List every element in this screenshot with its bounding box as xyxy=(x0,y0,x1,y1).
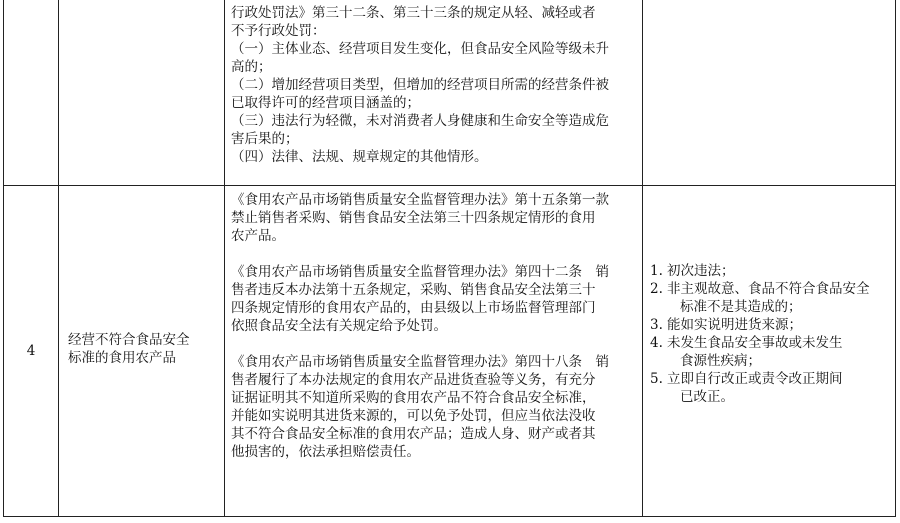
condition-number: 3. xyxy=(650,317,663,333)
basis-text-line: 《食用农产品市场销售质量安全监督管理办法》第四十八条 销 xyxy=(231,354,609,370)
legal-basis-paragraph xyxy=(231,191,641,245)
row-number xyxy=(4,186,58,516)
condition-item xyxy=(650,280,894,316)
condition-text: 标准不是其造成的； xyxy=(680,299,802,315)
row-number-text: 4 xyxy=(26,343,36,359)
violation-item-line: 标准的食用农产品 xyxy=(68,350,176,366)
condition-text: 食源性疾病； xyxy=(680,353,761,369)
table-column-divider-3 xyxy=(642,0,643,517)
condition-number: 5. xyxy=(650,371,663,387)
prev-row-legal-basis xyxy=(231,4,641,166)
table-column-divider-2 xyxy=(224,0,225,517)
table-bottom-border xyxy=(3,516,896,517)
condition-text: 立即自行改正或责令改正期间 xyxy=(667,371,843,387)
basis-text-line: 害后果的； xyxy=(231,131,299,147)
basis-text-line: 《食用农产品市场销售质量安全监督管理办法》第十五条第一款 xyxy=(231,192,609,208)
basis-text-line: 并能如实说明其进货来源的，可以免予处罚，但应当依法没收 xyxy=(231,408,596,424)
basis-text-line: （三）违法行为轻微，未对消费者人身健康和生命安全等造成危 xyxy=(231,113,609,129)
legal-basis-paragraph xyxy=(231,353,641,461)
condition-line xyxy=(650,280,894,298)
basis-text-line: （一）主体业态、经营项目发生变化，但食品安全风险等级未升 xyxy=(231,41,609,57)
condition-number: 2. xyxy=(650,281,663,297)
basis-text-line: 行政处罚法》第三十二条、第三十三条的规定从轻、减轻或者 xyxy=(231,5,596,21)
basis-text-line: 售者履行了本办法规定的食用农产品进货查验等义务，有充分 xyxy=(231,372,596,388)
condition-item xyxy=(650,334,894,370)
table-column-divider-1 xyxy=(58,0,59,517)
basis-text-line: （二）增加经营项目类型，但增加的经营项目所需的经营条件被 xyxy=(231,77,609,93)
basis-text-line: 农产品。 xyxy=(231,228,285,244)
basis-text-line: 高的； xyxy=(231,59,272,75)
basis-text-line: 禁止销售者采购、销售食品安全法第三十四条规定情形的食用 xyxy=(231,210,596,226)
exemption-conditions-list xyxy=(650,262,894,406)
basis-text-line: 证据证明其不知道所采购的食用农产品不符合食品安全标准， xyxy=(231,390,596,406)
violation-item xyxy=(68,331,223,367)
condition-item xyxy=(650,262,894,280)
legal-basis-paragraph xyxy=(231,263,641,335)
condition-text: 初次违法； xyxy=(667,263,735,279)
condition-number: 1. xyxy=(650,263,663,279)
basis-text-line: 他损害的，依法承担赔偿责任。 xyxy=(231,444,420,460)
basis-text-line: 四条规定情形的食用农产品的，由县级以上市场监督管理部门 xyxy=(231,300,596,316)
condition-line xyxy=(650,388,894,406)
condition-line xyxy=(650,298,894,316)
condition-number: 4. xyxy=(650,335,663,351)
condition-text: 未发生食品安全事故或未发生 xyxy=(667,335,843,351)
condition-line xyxy=(650,262,894,280)
basis-text-line: 依照食品安全法有关规定给予处罚。 xyxy=(231,318,447,334)
condition-text: 能如实说明进货来源； xyxy=(667,317,802,333)
condition-line xyxy=(650,352,894,370)
basis-text-line: （四）法律、法规、规章规定的其他情形。 xyxy=(231,149,488,165)
condition-line xyxy=(650,316,894,334)
condition-line xyxy=(650,334,894,352)
condition-item xyxy=(650,370,894,406)
table-right-border xyxy=(895,0,896,517)
table-divider-row xyxy=(3,185,896,186)
condition-text: 已改正。 xyxy=(680,389,734,405)
basis-text-line: 《食用农产品市场销售质量安全监督管理办法》第四十二条 销 xyxy=(231,264,609,280)
row-4-legal-basis xyxy=(231,191,641,461)
condition-item xyxy=(650,316,894,334)
basis-text-line: 售者违反本办法第十五条规定，采购、销售食品安全法第三十 xyxy=(231,282,596,298)
basis-text-line: 已取得许可的经营项目涵盖的； xyxy=(231,95,420,111)
condition-text: 非主观故意、食品不符合食品安全 xyxy=(667,281,870,297)
violation-item-line: 经营不符合食品安全 xyxy=(68,332,190,348)
condition-line xyxy=(650,370,894,388)
basis-text-line: 其不符合食品安全标准的食用农产品；造成人身、财产或者其 xyxy=(231,426,596,442)
basis-text-line: 不予行政处罚： xyxy=(231,23,326,39)
